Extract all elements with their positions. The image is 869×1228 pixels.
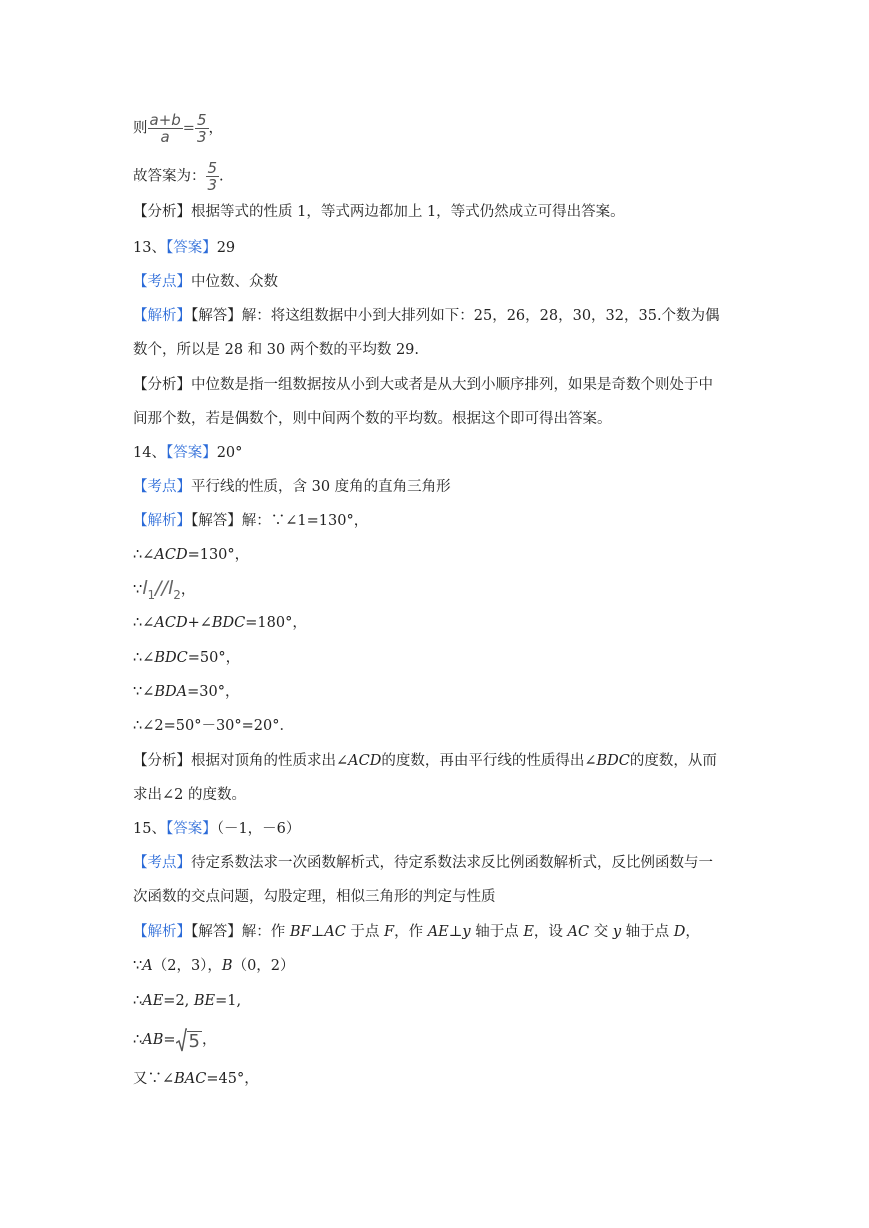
topic-tag: 【考点】: [133, 855, 191, 871]
q15-step-3: [133, 1028, 216, 1052]
q14-analysis-line-1: [133, 751, 717, 771]
analysis-text: 间那个数，若是偶数个，则中间两个数的平均数。根据这个即可得出答案。: [133, 411, 612, 427]
comma: ，: [685, 924, 700, 940]
q13-answer-line: [133, 238, 235, 258]
frac-numerator: a+b: [149, 111, 181, 129]
q14-step-2: [133, 578, 195, 605]
topic-text: 平行线的性质，含 30 度角的直角三角形: [191, 479, 451, 495]
q14-step-6: [133, 716, 294, 736]
line-fraction-result: [133, 112, 223, 145]
step-text: ∴∠: [133, 650, 155, 666]
segment-name: AC: [324, 924, 346, 940]
answer-value: 29: [216, 240, 236, 256]
point-name: B: [221, 958, 233, 974]
solution-text: ，作: [394, 924, 428, 940]
answer-value: （－1，－6）: [216, 821, 301, 837]
solution-text: 轴于点: [621, 924, 674, 940]
analysis-text: 根据等式的性质 1，等式两边都加上 1，等式仍然成立可得出答案。: [191, 204, 625, 220]
solution-text: 轴于点: [470, 924, 524, 940]
equals-sign: =: [163, 1032, 176, 1048]
topic-text: 中位数、众数: [191, 274, 278, 290]
step-text: ∴∠2=50°－30°=20°．: [133, 718, 295, 734]
q14-answer-line: [133, 443, 242, 463]
q15-answer-line: [133, 819, 300, 839]
frac-denominator: 3: [196, 128, 207, 146]
q14-step-1: [133, 545, 249, 565]
step-text: =180°，: [245, 615, 307, 631]
angle-name: BDC: [154, 650, 188, 666]
axis-name: y: [612, 924, 622, 940]
radicand: 5: [188, 1031, 200, 1052]
analysis-text: 根据对顶角的性质求出∠: [191, 753, 349, 769]
step-text: =30°，: [187, 684, 240, 700]
topic-tag: 【考点】: [133, 274, 191, 290]
text-answer-is: 故答案为：: [133, 168, 206, 185]
frac-numerator: 5: [207, 159, 218, 177]
step-text: ∴∠: [133, 615, 155, 631]
step-text: ∴∠: [133, 547, 155, 563]
therefore-symbol: ∴: [133, 993, 143, 1009]
solution-tag: 【解析】: [133, 924, 191, 940]
perp-symbol: ⊥: [448, 924, 463, 940]
answer-value: 20°: [216, 445, 243, 461]
step-text: +∠: [187, 615, 212, 631]
q13-solution-line-1: [133, 306, 720, 326]
frac-numerator: 5: [196, 111, 207, 129]
step-text: =2,: [163, 993, 194, 1009]
q13-analysis-line-1: [133, 375, 713, 395]
q15-step-4: [133, 1069, 259, 1089]
segment-name: BE: [193, 993, 216, 1009]
text-ze: 则: [133, 120, 148, 137]
step-text: =1,: [215, 993, 242, 1009]
q13-solution-line-2: [133, 340, 419, 360]
comma: ，: [180, 582, 196, 598]
point-name: F: [384, 924, 395, 940]
coordinates: （0，2）: [232, 958, 295, 974]
point-name: A: [142, 958, 153, 974]
angle-name: BDC: [596, 753, 630, 769]
analysis-text: 的度数，再由平行线的性质得出∠: [381, 753, 597, 769]
parallel-lines-expression: [142, 577, 181, 602]
fraction-a-plus-b-over-a: [148, 112, 183, 145]
analysis-tag: 【分析】: [133, 204, 191, 220]
segment-name: AB: [142, 1032, 164, 1048]
analysis-tag: 【分析】: [133, 377, 191, 393]
q14-step-3: [133, 613, 307, 633]
comma: ，: [201, 1032, 217, 1048]
line-analysis-12: [133, 202, 625, 222]
topic-text: 待定系数法求一次函数解析式，待定系数法求反比例函数解析式，反比例函数与一: [191, 855, 713, 871]
q14-analysis-line-2: [133, 785, 246, 805]
q13-analysis-line-2: [133, 409, 612, 429]
line-answer-is: [133, 160, 224, 193]
comma: ，: [208, 120, 223, 137]
solution-text: 【解答】解：将这组数据中小到大排列如下：25，26，28，30，32，35.个数为偶: [191, 308, 720, 324]
solution-tag: 【解析】: [133, 308, 191, 324]
question-number: 15、: [133, 821, 166, 837]
solution-text: ，设: [533, 924, 568, 940]
radical-sign-icon: [176, 1028, 187, 1052]
point-name: E: [523, 924, 534, 940]
sqrt-five: [176, 1028, 202, 1052]
because-symbol: ∵: [133, 582, 143, 598]
fraction-five-thirds: [195, 112, 209, 145]
frac-denominator: a: [160, 128, 170, 146]
equals-sign: =: [182, 120, 195, 137]
q15-solution-line: [133, 922, 700, 942]
q13-topic-line: [133, 272, 278, 292]
therefore-symbol: ∴: [133, 1032, 143, 1048]
angle-name: ACD: [348, 753, 382, 769]
solution-text: 【解答】解：∵∠1=130°，: [191, 513, 369, 529]
frac-denominator: 3: [207, 176, 218, 194]
step-text: =130°，: [187, 547, 250, 563]
fraction-five-thirds: [206, 160, 220, 193]
analysis-text: 中位数是指一组数据按从小到大或者是从大到小顺序排列，如果是奇数个则处于中: [191, 377, 713, 393]
angle-name: BDC: [211, 615, 246, 631]
angle-name: BAC: [174, 1071, 207, 1087]
q14-step-4: [133, 648, 240, 668]
solution-text: 于点: [345, 924, 385, 940]
topic-tag: 【考点】: [133, 479, 191, 495]
axis-name: y: [462, 924, 471, 940]
period: .: [219, 168, 224, 185]
segment-name: AE: [142, 993, 164, 1009]
answer-tag: 【答案】: [165, 240, 217, 256]
solution-text: 【解答】解：作: [191, 924, 290, 940]
solution-text: 交: [589, 924, 613, 940]
q14-step-5: [133, 682, 240, 702]
segment-name: AC: [567, 924, 590, 940]
q15-step-1: [133, 956, 295, 976]
solution-tag: 【解析】: [133, 513, 191, 529]
solution-text: 数个，所以是 28 和 30 两个数的平均数 29.: [133, 342, 420, 358]
segment-name: AE: [427, 924, 449, 940]
analysis-text: 求出∠2 的度数。: [133, 787, 246, 803]
q15-step-2: [133, 991, 241, 1011]
answer-tag: 【答案】: [165, 821, 217, 837]
perp-symbol: ⊥: [310, 924, 325, 940]
step-text: =50°，: [187, 650, 241, 666]
step-text: ∵∠: [133, 684, 155, 700]
point-name: D: [673, 924, 686, 940]
analysis-text: 的度数，从而: [629, 753, 717, 769]
coordinates: （2，3），: [152, 958, 222, 974]
question-number: 14、: [133, 445, 166, 461]
because-symbol: ∵: [133, 958, 143, 974]
angle-name: BDA: [154, 684, 188, 700]
angle-name: ACD: [154, 547, 188, 563]
line-l2: l: [167, 577, 174, 599]
segment-name: BF: [289, 924, 311, 940]
subscript: 2: [173, 587, 181, 602]
analysis-tag: 【分析】: [133, 753, 191, 769]
question-number: 13、: [133, 240, 166, 256]
q14-solution-line: [133, 511, 368, 531]
parallel-symbol: //: [155, 577, 168, 599]
step-text: =45°，: [206, 1071, 259, 1087]
q15-topic-line-2: [133, 887, 496, 907]
angle-name: ACD: [154, 615, 188, 631]
q14-topic-line: [133, 477, 451, 497]
topic-text: 次函数的交点问题，勾股定理，相似三角形的判定与性质: [133, 889, 496, 905]
step-text: 又∵∠: [133, 1071, 175, 1087]
line-l1: l: [142, 577, 148, 599]
answer-tag: 【答案】: [165, 445, 217, 461]
q15-topic-line-1: [133, 853, 713, 873]
subscript: 1: [147, 587, 156, 602]
